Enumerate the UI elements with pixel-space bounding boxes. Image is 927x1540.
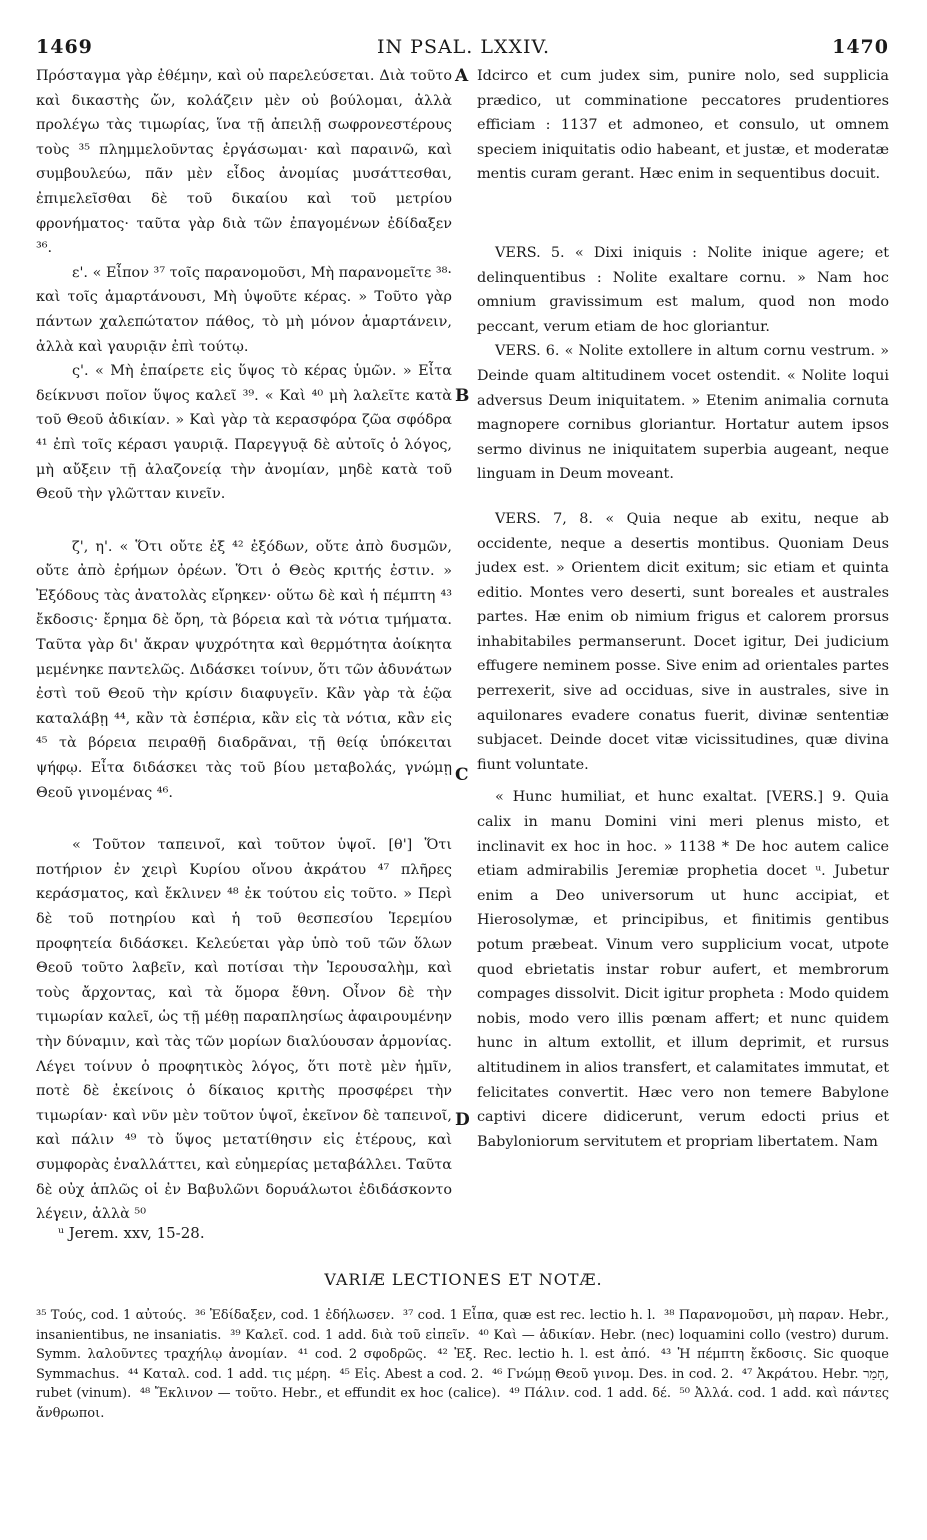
greek-paragraph: ς'. « Μὴ ἐπαίρετε εἰς ὕψος τὸ κέρας ὑμῶν. » Εἶτα δείκνυσι ποῖον ὕψος καλεῖ ³⁹. « Καὶ ⁴⁰ μὴ λαλεῖτε κατὰ τοῦ Θεοῦ ἀδικίαν. » Καὶ γὰρ τὰ κερασφόρα ζῶα σφόδρα ⁴¹ ἐπὶ τοῖς κέρασι γαυριᾷ. Παρεγγυᾷ δὲ αὐτοῖς ὁ λόγος, μὴ αὔξειν τῇ ἀλαζονείᾳ τὴν ἀνομίαν, μηδὲ κατὰ τοῦ Θεοῦ τὴν γλῶτταν κινεῖν.	[36, 363, 452, 503]
notes-heading: VARIÆ LECTIONES ET NOTÆ.	[324, 1270, 603, 1289]
note-item: ³⁸ Παρανομοῦσι, μὴ παραν. Hebr., insanientibus, ne insaniatis.	[36, 1308, 889, 1343]
note-item: ³⁹ Καλεῖ. cod. 1 add. διὰ τοῦ εἰπεῖν.	[230, 1327, 470, 1343]
greek-column	[36, 64, 452, 1227]
note-item: ³⁷ cod. 1 Εἶπα, quæ est rec. lectio h. l.	[402, 1308, 656, 1323]
greek-paragraph: ζ', η'. « Ὅτι οὔτε ἐξ ⁴² ἐξόδων, οὔτε ἀπὸ δυσμῶν, οὔτε ἀπὸ ἐρήμων ὀρέων. Ὅτι ὁ Θεὸς κριτής ἐστιν. » Ἐξόδους τὰς ἀνατολὰς εἴρηκεν· οὕτω δὲ καὶ ἡ πέμπτη ⁴³ ἔκδοσις· ἔρημα δὲ ὄρη, τὰ βόρεια καὶ τὰ νότια τμήματα. Ταῦτα γὰρ δι' ἄκραν ψυχρότητα καὶ θερμότητα ἀοίκητα μεμένηκε παντελῶς. Διδάσκει τοίνυν, ὅτι τῶν ἀδυνάτων ἐστὶ τοῦ Θεοῦ τὴν κρίσιν διαφυγεῖν. Κἂν γὰρ τὰ ἑῷα καταλάβῃ ⁴⁴, κἂν τὰ ἑσπέρια, κἂν εἰς τὰ νότια, κἂν εἰς ⁴⁵ τὰ βόρεια πειραθῇ διαδρᾶναι, τῇ θείᾳ ὑπόκειται ψήφῳ. Εἶτα διδάσκει τὰς τοῦ βίου μεταβολάς, γνώμῃ Θεοῦ γινομένας ⁴⁶.	[36, 538, 452, 801]
note-item: ⁴⁸ Ἔκλινον — τοῦτο. Hebr., et effundit ex hoc (calice).	[139, 1386, 501, 1401]
note-item: ⁴⁶ Γνώμῃ Θεοῦ γινομ. Des. in cod. 2.	[491, 1366, 734, 1382]
variant-notes	[36, 1306, 889, 1423]
note-item: ⁴⁷ Ἀκράτου. Hebr. חָמַר, rubet (vinum).	[36, 1366, 890, 1401]
latin-paragraph: VERS. 5. « Dixi iniquis : Nolite inique agere; et delinquentibus : Nolite exaltare cornu. » Nam hoc omnium gravissimum est malum, quod non modo peccant, verum etiam de hoc gloriantur.	[477, 244, 889, 335]
latin-paragraph: VERS. 6. « Nolite extollere in altum cornu vestrum. » Deinde quam altitudinem vocet ostendit. « Nolite loqui adversus Deum iniquitatem. » Etenim animalia cornuta magnopere cornibus gloriantur. Hortatur autem ipsos sermo divinus ne iniquitatem superbia augeant, neque linguam in Deum moveant.	[477, 343, 889, 483]
greek-paragraph: « Τοῦτον ταπεινοῖ, καὶ τοῦτον ὑψοῖ. [θ'] Ὅτι ποτήριον ἐν χειρὶ Κυρίου οἴνου ἀκράτου ⁴⁷ πλῆρες κεράσματος, καὶ ἔκλινεν ⁴⁸ ἐκ τούτου εἰς τοῦτο. » Περὶ δὲ τοῦ ποτηρίου καὶ ἡ τοῦ θεσπεσίου Ἱερεμίου προφητεία διδάσκει. Κελεύεται γὰρ ὑπὸ τοῦ τῶν ὅλων Θεοῦ τοῦτο λαβεῖν, καὶ ποτίσαι τὴν Ἱερουσαλὴμ, καὶ τοὺς ἄρχοντας, καὶ τὰ ὅμορα ἔθνη. Οἶνον δὲ τὴν τιμωρίαν καλεῖ, ὡς τῇ μέθῃ παραπλησίως ἀφαιρουμένην τὴν δύναμιν, καὶ τὰς τῶν μορίων διαλύουσαν ἁρμονίας. Λέγει τοίνυν ὁ προφητικὸς λόγος, ὅτι ποτὲ μὲν ἡμῖν, ποτὲ δὲ ἐκείνοις ὁ δίκαιος κριτὴς προσφέρει τὴν τιμωρίαν· καὶ νῦν μὲν τοῦτον ὑψοῖ, ἐκεῖνον δὲ ταπεινοῖ, καὶ πάλιν ⁴⁹ τὸ ὕψος μετατίθησιν εἰς ἑτέρους, καὶ συμφορὰς ἐναλλάττει, καὶ εὐημερίας μεταβάλλει. Ταῦτα δὲ οὐχ ἁπλῶς οἱ ἐν Βαβυλῶνι δορυάλωτοι ἐδιδάσκοντο λέγειν, ἀλλὰ ⁵⁰	[36, 837, 452, 1223]
note-item: ⁵⁰ Ἀλλά. cod. 1 add. καὶ πάντες ἄνθρωποι.	[36, 1386, 889, 1421]
note-item: ⁴⁴ Καταλ. cod. 1 add. τις μέρη.	[128, 1366, 331, 1382]
latin-paragraph: Idcirco et cum judex sim, punire nolo, sed supplicia prædico, ut comminatione peccatores prudentiores efficiam : 1137 et admoneo, et consulo, ut omnem speciem iniquitatis odio habeant, et justæ, et moderatæ mentis curam gerant. Hæc enim in sequentibus docuit.	[477, 68, 889, 183]
greek-paragraph: Πρόσταγμα γὰρ ἐθέμην, καὶ οὐ παρελεύσεται. Διὰ τοῦτο καὶ δικαστὴς ὤν, κολάζειν μὲν οὐ βούλομαι, ἀλλὰ προλέγω τὰς τιμωρίας, ἵνα τῇ ἀπειλῇ σωφρονεστέρους τοὺς ³⁵ πλημμελοῦντας ἐργάσωμαι· καὶ παραινῶ, καὶ συμβουλεύω, πᾶν μὲν εἶδος ἀνομίας μυσάττεσθαι, ἐπιμελεῖσθαι δὲ τοῦ δικαίου καὶ τοῦ μετρίου φρονήματος· ταῦτα γὰρ διὰ τῶν ἐπαγομένων ἐδίδαξεν ³⁶.	[36, 68, 452, 257]
note-item: ⁴⁵ Εἰς. Abest a cod. 2.	[339, 1366, 484, 1382]
note-item: ⁴¹ cod. 2 σφοδρῶς.	[297, 1347, 427, 1362]
footnote: ᵘ Jerem. xxv, 15-28.	[58, 1224, 205, 1242]
margin-letter-b: B	[455, 386, 470, 406]
note-item: ⁴³ Ἡ πέμπτη ἔκδοσις. Sic quoque Symmachus.	[36, 1347, 889, 1382]
greek-paragraph: ε'. « Εἶπον ³⁷ τοῖς παρανομοῦσι, Μὴ παρανομεῖτε ³⁸· καὶ τοῖς ἁμαρτάνουσι, Μὴ ὑψοῦτε κέρας. » Τοῦτο γὰρ πάντων χαλεπώτατον πάθος, τὸ μὴ μόνον ἁμαρτάνειν, ἀλλὰ καὶ γαυριᾷν ἐπὶ τούτῳ.	[36, 264, 452, 355]
latin-column	[477, 64, 889, 1154]
running-title: IN PSAL. LXXIV.	[376, 36, 550, 58]
latin-paragraph: « Hunc humiliat, et hunc exaltat. [VERS.] 9. Quia calix in manu Domini vini meri plenus misto, et inclinavit ex hoc in hoc. » 1138 * De hoc autem calice etiam admirabilis Jeremiæ prophetia docet ᵘ. Jubetur enim a Deo universorum ut hunc accipiat, et Hierosolymæ, et principibus, et finitimis gentibus potum præbeat. Vinum vero supplicium vocat, utpote quod ebrietatis instar robur aufert, et membrorum compages dissolvit. Dicit igitur propheta : Modo quidem nobis, modo vero illis pœnam affert; et nunc quidem hunc in altum extollit, et illum deprimit, et rursus altitudinem in alios transfert, et calamitates immutat, et felicitates convertit. Hæc vero non temere Babylone captivi dicere didicerunt, verum edocti prius et Babyloniorum servitutem et propriam libertatem. Nam	[477, 789, 889, 1150]
note-item: ⁴² Ἐξ. Rec. lectio h. l. est ἀπό.	[437, 1347, 651, 1362]
note-item: ⁴⁹ Πάλιν. cod. 1 add. δέ.	[509, 1386, 671, 1401]
latin-paragraph: VERS. 7, 8. « Quia neque ab exitu, neque ab occidente, neque a desertis montibus. Quoniam Deus judex est. » Orientem dicit exitum; sic etiam et quinta editio. Montes vero deserti, sunt boreales et australes partes. Hæ enim ob nimium frigus et calorem prorsus inhabitabiles permanserunt. Docet igitur, Dei judicium effugere neminem posse. Sive enim ad orientales partes perrexerit, sive ad occiduas, sive in australes, sive in aquilonares evadere conatus fuerit, divinæ sententiæ subjacet. Deinde docet vitæ vicissitudines, quæ divina fiunt voluntate.	[477, 510, 889, 773]
margin-letter-c: C	[455, 765, 469, 785]
margin-letter-d: D	[455, 1110, 470, 1130]
page-number-left: 1469	[36, 36, 93, 58]
note-item: ³⁶ Ἐδίδαξεν, cod. 1 ἐδήλωσεν.	[195, 1308, 395, 1323]
note-item: ⁴⁰ Καὶ — ἀδικίαν. Hebr. (nec) loquamini collo (vestro) durum. Symm. λαλοῦντες τραχήλῳ ἀνομίαν.	[36, 1327, 889, 1362]
margin-letter-a: A	[455, 66, 469, 86]
note-item: ³⁵ Τούς, cod. 1 αὐτούς.	[36, 1308, 187, 1323]
page-number-right: 1470	[832, 36, 889, 58]
